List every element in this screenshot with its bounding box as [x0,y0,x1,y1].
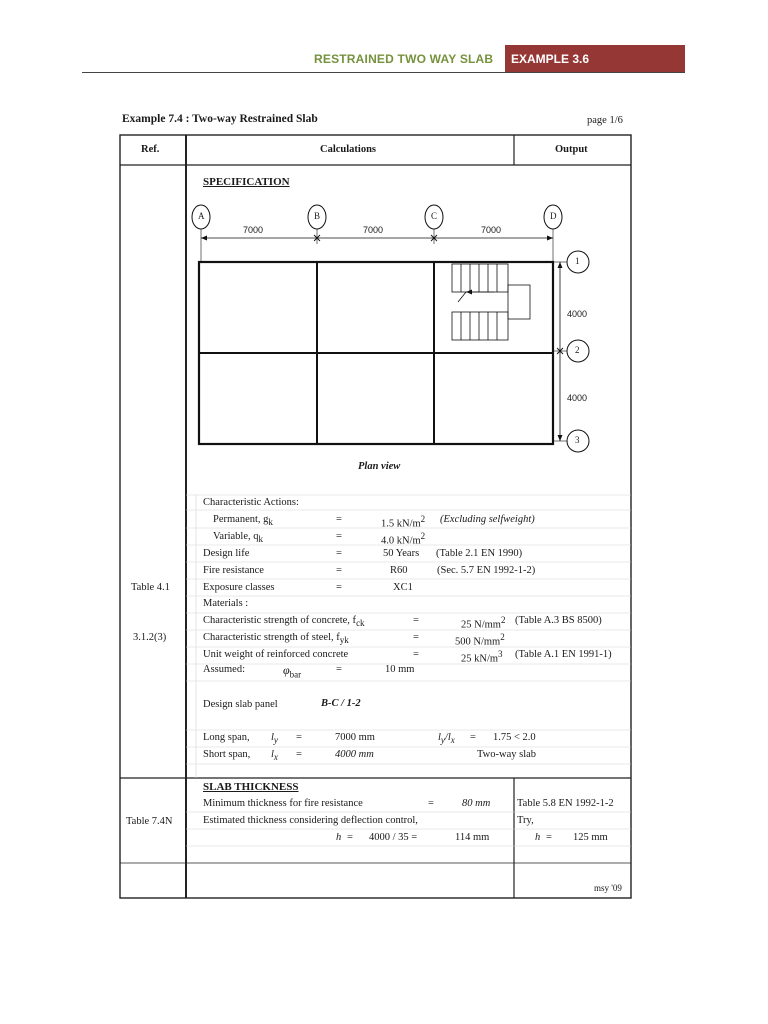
fck-eq: = [413,615,419,626]
permanent-value: 1.5 $kN/m^2$ [381,514,426,530]
column-header-output: Output [555,144,588,155]
estimated-thickness-label: Estimated thickness considering deflection control, [203,815,418,826]
unit-weight-eq: = [413,649,419,660]
sheet-footer-initials: msy '09 [594,883,622,893]
design-life-label: Design life [203,548,250,559]
long-span-value: 7000 mm [335,732,375,743]
fyk-label: Characteristic strength of steel, $f_{yk}$ [203,632,349,646]
permanent-eq: = [336,514,342,525]
column-header-ref: Ref. [141,144,160,155]
phi-value: 10 mm [385,664,415,675]
unit-weight-note: (Table A.1 EN 1991-1) [515,649,612,660]
design-life-eq: = [336,548,342,559]
grid-label-b: B [314,211,321,221]
grid-label-3: 3 [575,435,580,445]
deflection-ref: Table 7.4N [126,816,173,827]
variable-label: Variable, $q_k$ [213,531,263,545]
h-try-eq: = [546,832,552,843]
long-span-symbol: $l_y$ [271,732,278,746]
long-span-eq: = [296,732,302,743]
fyk-eq: = [413,632,419,643]
header-title: RESTRAINED TWO WAY SLAB [314,52,494,66]
h-try-symbol: h [535,832,541,843]
unit-weight-value: 25 $kN/m^3$ [461,649,503,665]
span-label-bc: 7000 [363,225,384,235]
grid-label-d: D [550,211,557,221]
grid-label-a: A [198,211,205,221]
fire-thickness-label: Minimum thickness for fire resistance [203,798,363,809]
fyk-value: 500 $N/mm^2$ [455,632,505,648]
materials-heading: Materials : [203,598,249,609]
short-span-label: Short span, [203,749,251,760]
try-label: Try, [517,815,534,826]
exposure-eq: = [336,582,342,593]
assumed-label: Assumed: [203,664,245,675]
fck-label: Characteristic strength of concrete, $f_{ck}$ [203,615,365,629]
phi-bar-symbol: $\varphi_{bar}$ [283,663,302,680]
variable-eq: = [336,531,342,542]
actions-heading: Characteristic Actions: [203,497,299,508]
span-label-23: 4000 [567,393,588,403]
exposure-label: Exposure classes [203,582,275,593]
permanent-note: (Excluding selfweight) [440,514,535,525]
fyk-ref: 3.1.2(3) [133,632,167,643]
span-ratio-value: 1.75 < 2.0 [493,732,536,743]
exposure-value: XC1 [393,582,413,593]
fire-resistance-value: R60 [390,565,408,576]
plan-view-caption: Plan view [358,461,401,472]
span-label-12: 4000 [567,309,588,319]
header-example-badge: EXAMPLE 3.6 [505,45,685,73]
fire-thickness-eq: = [428,798,434,809]
span-ratio-symbol: $l_y/l_x$ [438,732,455,746]
phi-eq: = [336,664,342,675]
long-span-label: Long span, [203,732,250,743]
design-life-value: 50 Years [383,548,420,559]
short-span-eq: = [296,749,302,760]
h-symbol: h [336,832,342,843]
fck-note: (Table A.3 BS 8500) [515,615,602,626]
h-try-value: 125 mm [573,832,608,843]
grid-label-c: C [431,211,438,221]
short-span-value: 4000 mm [335,749,374,760]
span-label-ab: 7000 [243,225,264,235]
column-header-calculations: Calculations [320,144,377,155]
fire-thickness-value: 80 mm [462,798,491,809]
h-value: 114 mm [455,832,490,843]
fire-resistance-note: (Sec. 5.7 EN 1992-1-2) [437,565,536,576]
fire-thickness-output: Table 5.8 EN 1992-1-2 [517,798,614,809]
specification-heading: SPECIFICATION [203,176,290,188]
short-span-symbol: $l_x$ [271,749,278,763]
h-eq: = [347,832,353,843]
grid-label-2: 2 [575,345,580,355]
sheet-title: Example 7.4 : Two-way Restrained Slab [122,113,318,125]
slab-type-result: Two-way slab [477,749,537,760]
design-panel-value: B-C / 1-2 [321,698,361,709]
span-label-cd: 7000 [481,225,502,235]
sheet-page: page 1/6 [587,115,623,126]
h-expression: 4000 / 35 = [369,832,418,843]
fire-resistance-label: Fire resistance [203,565,264,576]
fck-value: 25 $N/mm^2$ [461,615,506,631]
grid-label-1: 1 [575,256,580,266]
fire-resistance-eq: = [336,565,342,576]
design-life-note: (Table 2.1 EN 1990) [436,548,523,559]
exposure-ref: Table 4.1 [131,582,170,593]
design-panel-label: Design slab panel [203,699,278,710]
span-ratio-eq: = [470,732,476,743]
variable-value: 4.0 $kN/m^2$ [381,531,426,547]
slab-thickness-heading: SLAB THICKNESS [203,781,299,793]
permanent-label: Permanent, $g_k$ [213,514,273,528]
unit-weight-label: Unit weight of reinforced concrete [203,649,349,660]
staircase [452,264,530,340]
